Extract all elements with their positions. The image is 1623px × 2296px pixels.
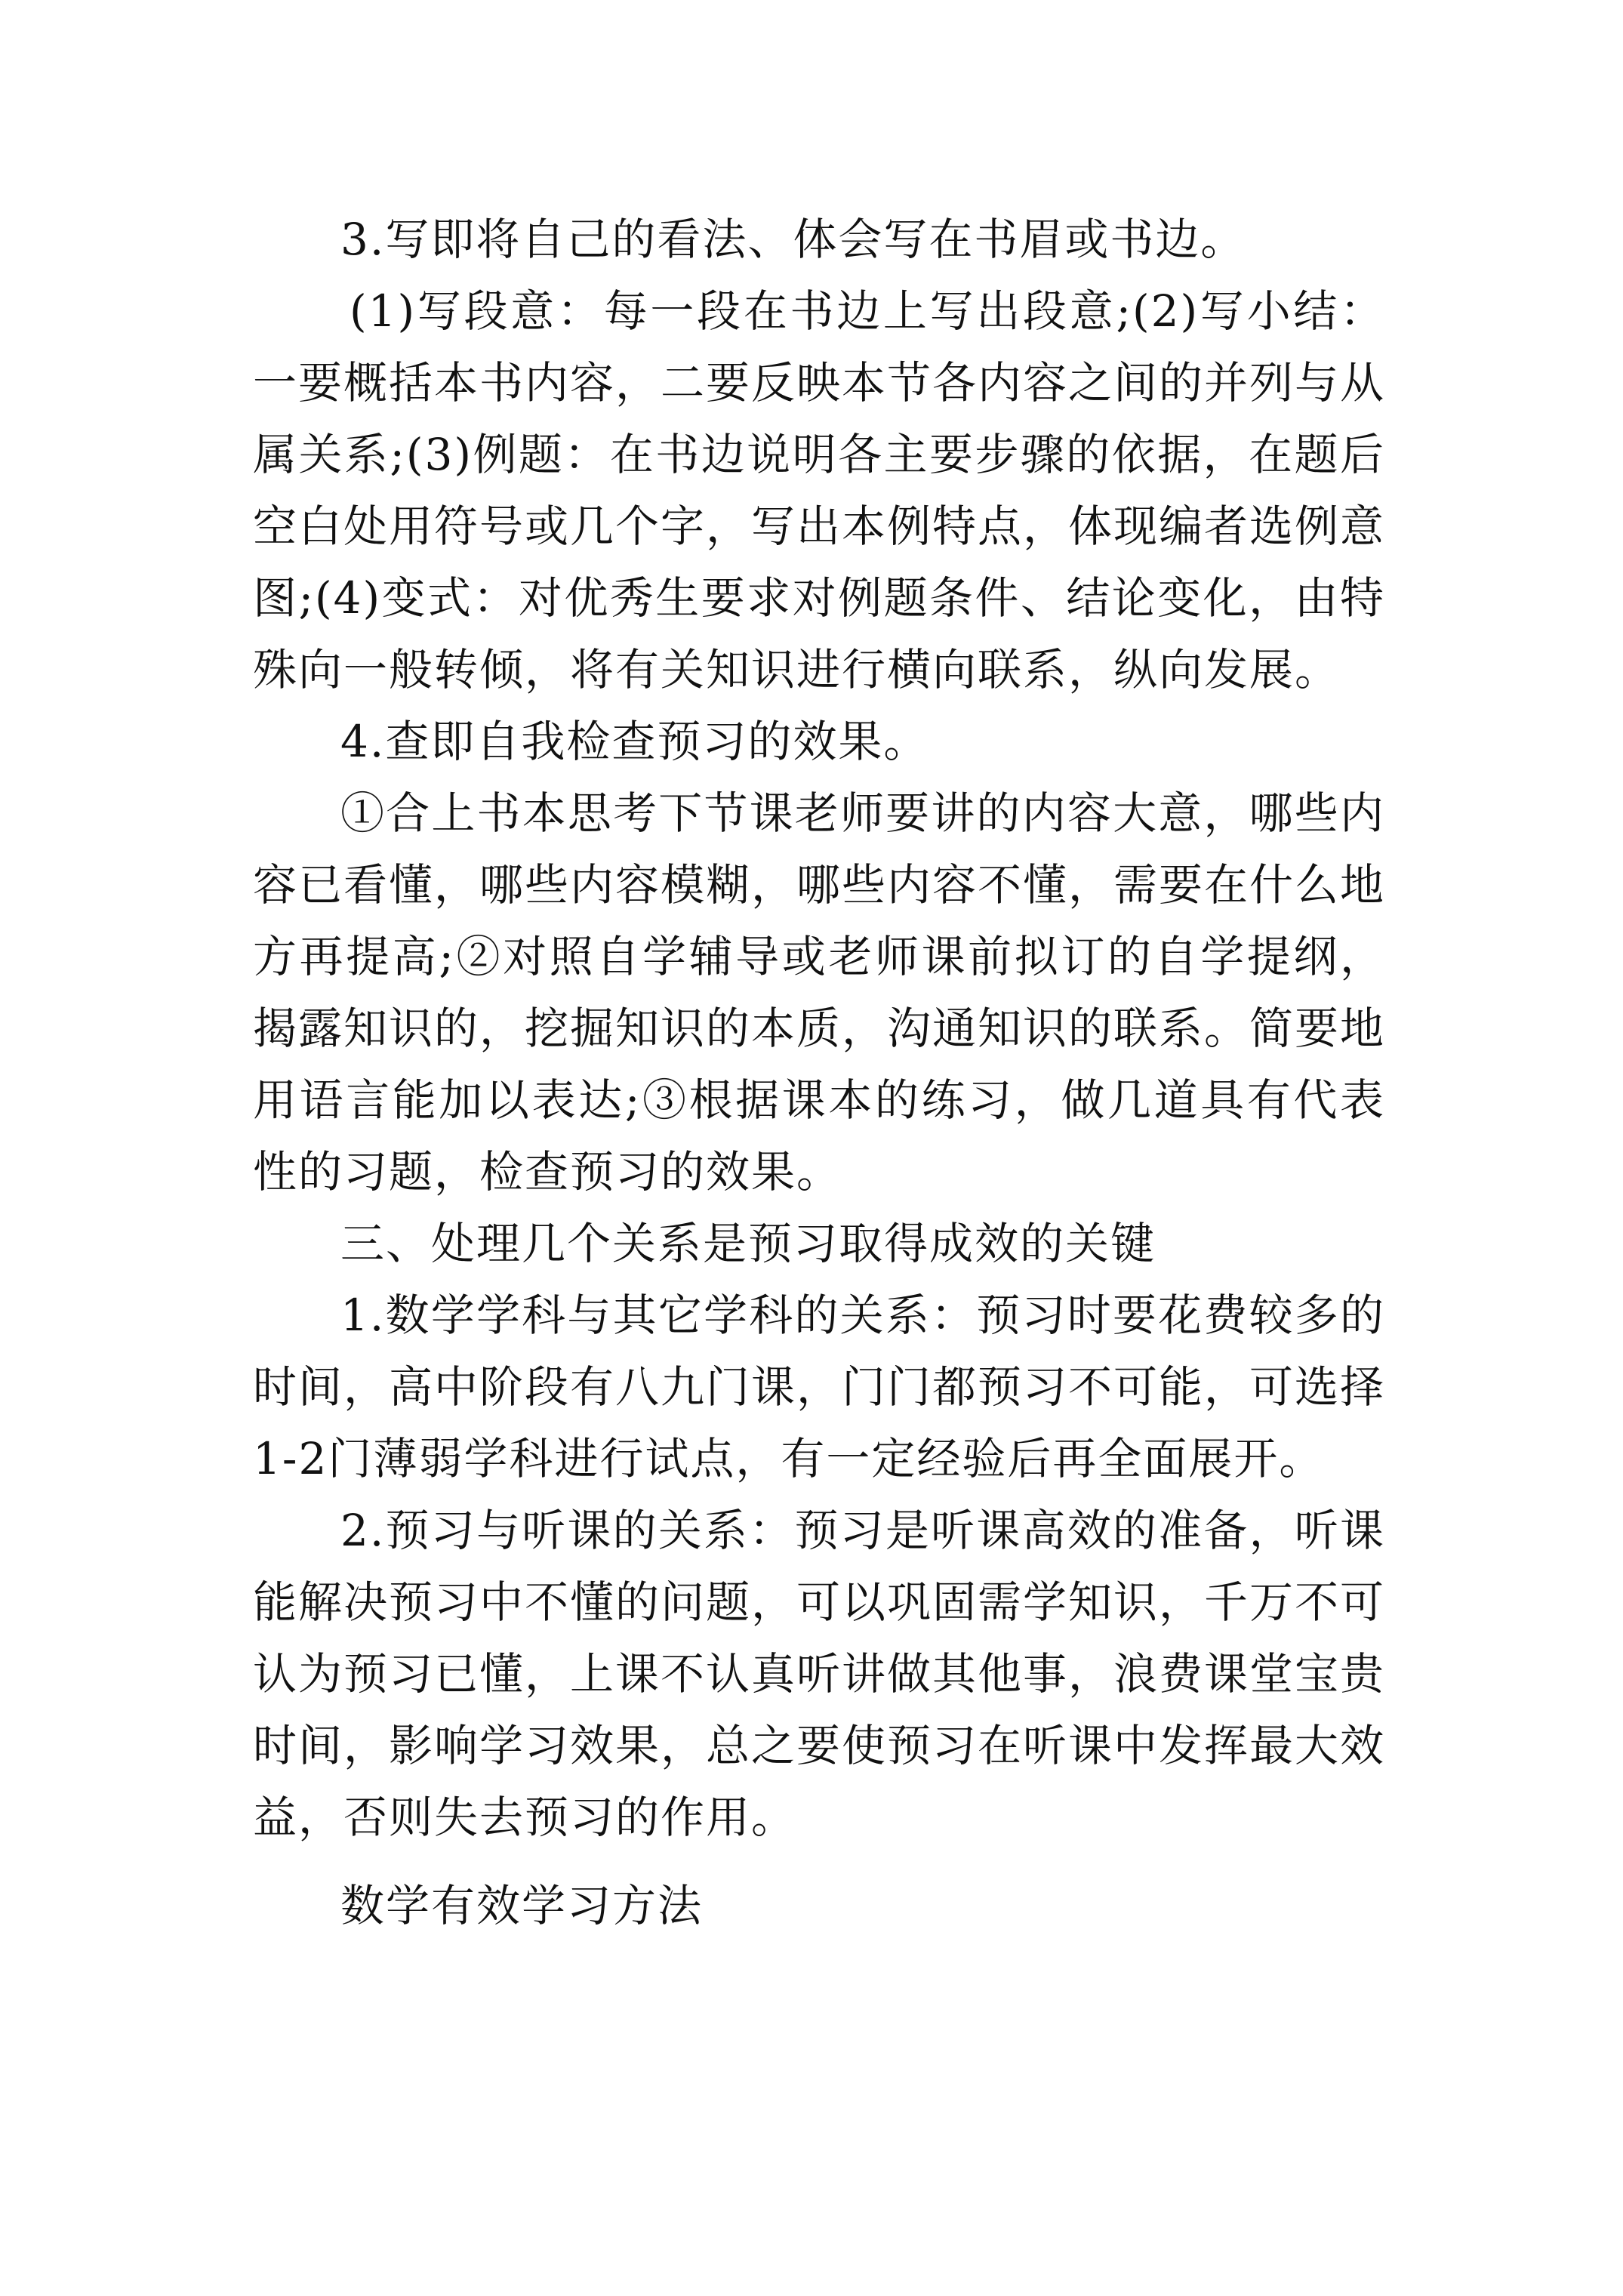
paragraph-write-notes: 3.写即将自己的看法、体会写在书眉或书边。 xyxy=(340,214,1246,265)
paragraph-subject-relation: 1.数学学科与其它学科的关系：预习时要花费较多的时间，高中阶段有八九门课，门门都预习不可能，可选择1-2门薄弱学科进行试点，有一定经验后再全面展开。 xyxy=(253,1290,1386,1484)
paragraph-check-details: ①合上书本思考下节课老师要讲的内容大意，哪些内容已看懂，哪些内容模糊，哪些内容不懂，需要在什么地方再提高;②对照自学辅导或老师课前拟订的自学提纲，揭露知识的，挖掘知识的本质，沟通知识的联系。简要地用语言能加以表达;③根据课本的练习，做几道具有代表性的习题，检查预习的效果。 xyxy=(253,787,1386,1197)
paragraph-preview-listening: 2.预习与听课的关系：预习是听课高效的准备，听课能解决预习中不懂的问题，可以巩固需学知识，千万不可认为预习已懂，上课不认真听讲做其他事，浪费课堂宝贵时间，影响学习效果，总之要使预习在听课中发挥最大效益，否则失去预习的作用。 xyxy=(253,1505,1386,1843)
paragraph-check-effect: 4.查即自我检查预习的效果。 xyxy=(340,716,929,767)
document-body xyxy=(253,204,1385,1942)
paragraph-write-details: (1)写段意：每一段在书边上写出段意;(2)写小结：一要概括本书内容，二要反映本节各内容之间的并列与从属关系;(3)例题：在书边说明各主要步骤的依据，在题后空白处用符号或几个字，写出本例特点，体现编者选例意图;(4)变式：对优秀生要求对例题条件、结论变化，由特殊向一般转倾，将有关知识进行横向联系，纵向发展。 xyxy=(253,285,1386,695)
section-title: 数学有效学习方法 xyxy=(340,1880,704,1931)
heading-key-relations: 三、处理几个关系是预习取得成效的关键 xyxy=(340,1218,1156,1269)
